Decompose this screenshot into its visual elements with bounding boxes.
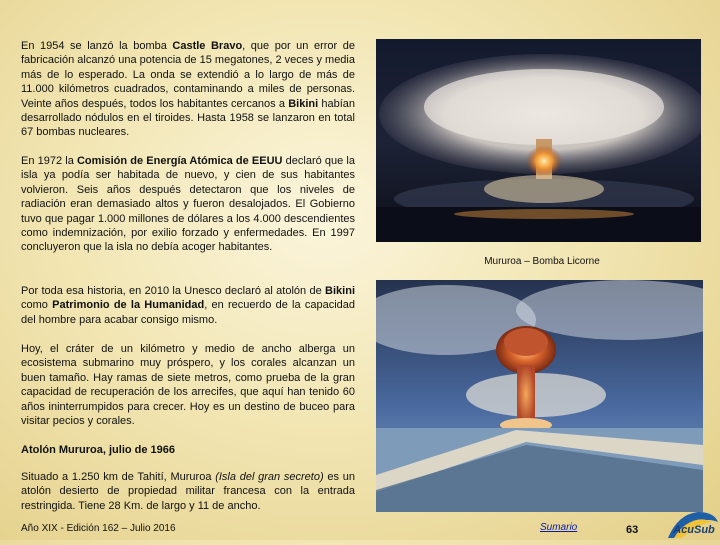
text: , en recuerdo de la capacidad del hombre para acabar consigo mismo. [21,299,355,326]
text: , que por un error de fabricación alcanzó una potencia de 15 megatones, 2 veces y media más de lo esperado. La onda se extendió a lo largo de más de 11.000 kilómetros cuadrados, contaminando a miles de personas. Veinte años después, todos los habitantes cercanos a [21,40,355,110]
text: habían desarrollado nódulos en el tiroides. Hasta 1958 se lanzaron en total 67 bombas nucleares. [21,97,356,139]
text: En 1954 se lanzó la bomba [21,40,173,52]
paragraph-crater: Hoy, el cráter de un kilómetro y medio de ancho alberga un ecosistema submarino muy próspero, y los corales alcanzan un buen tamaño. Hay ramas de siete metros, como prueba de la gran capacidad de recuperación de los arrecifes, que aquí han tenido 60 años ininterrumpidos para crecer. Hoy es un destino de buceo para visitar pecios y corales. [21,343,355,428]
text: es un atolón desierto de propiedad militar francesa con la entrada restringida. Tiene 28 Km. de largo y 11 de ancho. [21,471,355,512]
paragraph-comision [21,154,355,255]
sumario-link[interactable]: Sumario [540,522,578,533]
photo-caption: Mururoa – Bomba Licorne [484,256,600,267]
edition-label: Año XIX - Edición 162 – Julio 2016 [21,523,176,534]
bold-text: Castle Bravo [172,40,243,52]
page-number: 63 [626,524,639,536]
logo-text: AcuSub [673,524,715,536]
section-heading-mururoa: Atolón Mururoa, julio de 1966 [21,444,176,456]
text: Por toda esa historia, en 2010 la Unesco declaró al atolón de [21,285,326,297]
italic-text: (Isla del gran secreto) [215,471,324,483]
paragraph-castle-bravo [21,39,355,140]
text: como [21,299,53,312]
photo-mushroom-cloud-sea [376,39,701,242]
photo-mushroom-cloud-atoll [376,280,703,512]
bold-text: Comisión de Energía Atómica de EEUU [76,155,283,167]
text: Situado a 1.250 km de Tahití, Mururoa [21,471,216,483]
text: En 1972 la [21,155,77,167]
bold-text: Bikini [288,97,319,110]
paragraph-unesco [21,284,355,327]
bold-text: Patrimonio de la Humanidad [52,299,205,312]
paragraph-mururoa [21,470,355,513]
bold-text: Bikini [325,285,355,297]
text: declaró que la isla ya podía ser habitada de nuevo, y cien de sus habitantes volvieron. Seis años después detectaron que los niveles de radiación eran demasiado altos y fueron desalojados. El Gobierno tuvo que pagar 1.000 millones de dólares a los 4.000 descendientes como indemnización, por exilio forzado y enfermedades. En 1997 concluyeron que la isla no debía acoger habitantes. [21,155,355,254]
acusub-logo [664,508,720,540]
